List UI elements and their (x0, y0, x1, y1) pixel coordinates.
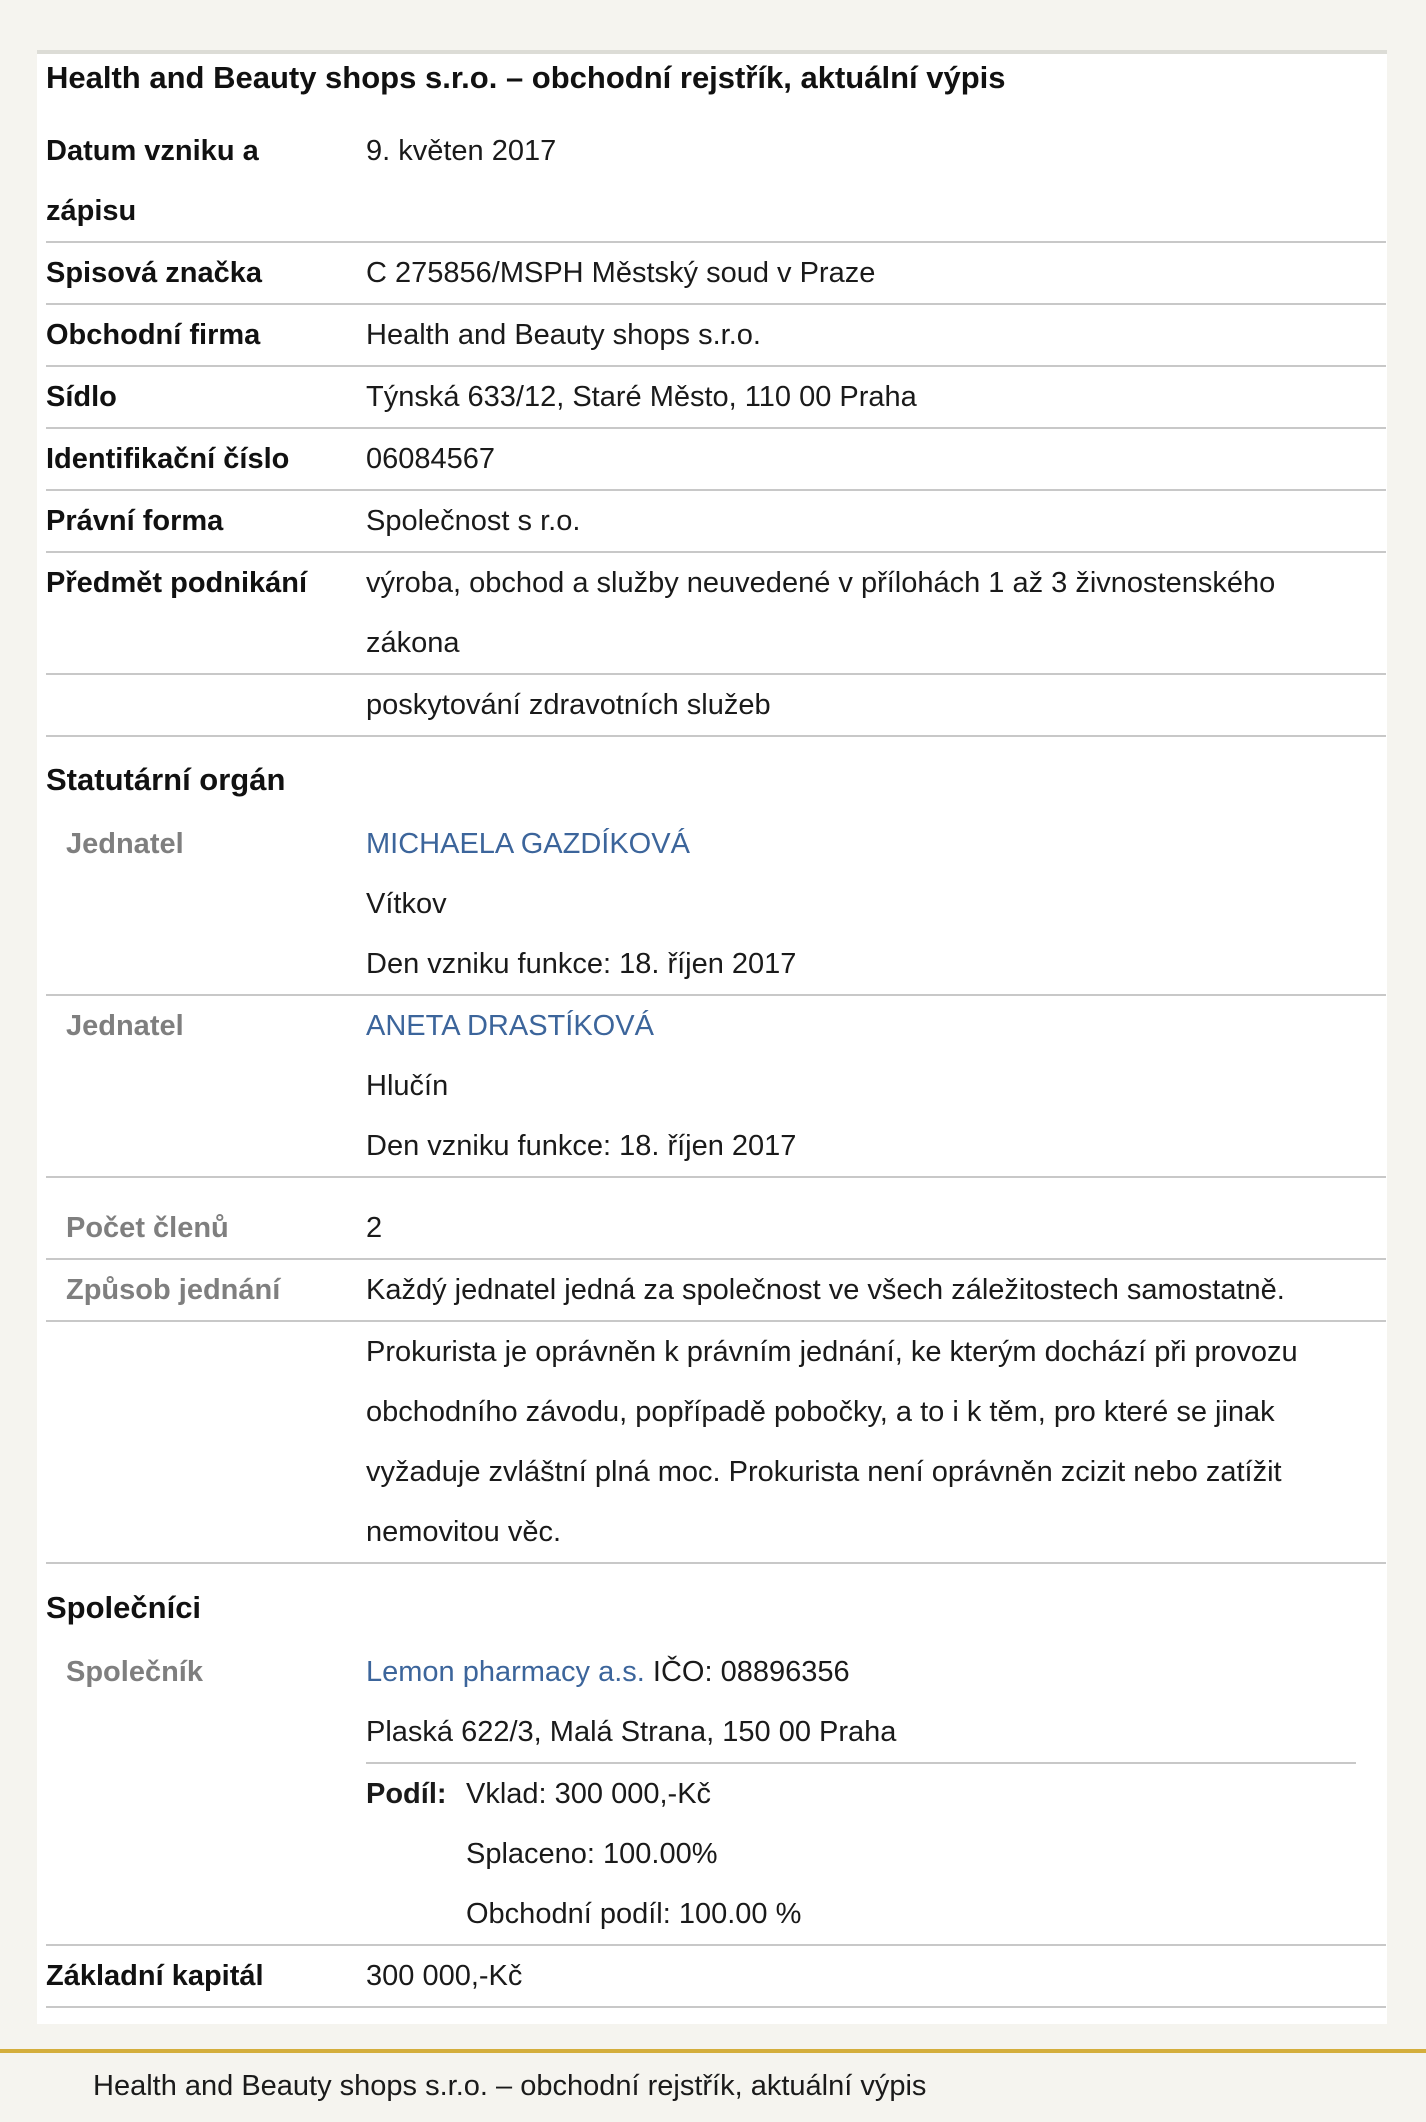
spolecnik-name-line (366, 1642, 850, 1702)
value-vklad: Vklad: 300 000,-Kč (466, 1778, 712, 1810)
label-zpusob-jednani: Způsob jednání (66, 1274, 281, 1306)
jednatel-since: Den vzniku funkce: 18. říjen 2017 (366, 1130, 797, 1162)
section-heading-statutarni-organ: Statutární orgán (46, 762, 286, 797)
label-sidlo: Sídlo (46, 381, 117, 413)
page-title: Health and Beauty shops s.r.o. – obchodní rejstřík, aktuální výpis (46, 60, 1006, 95)
label-datum-vzniku-line2: zápisu (46, 195, 137, 227)
prokura-text-line4: nemovitou věc. (366, 1516, 562, 1548)
value-datum-vzniku: 9. květen 2017 (366, 135, 557, 167)
jednatel-place: Vítkov (366, 888, 447, 920)
label-podil: Podíl: (366, 1778, 447, 1810)
link-jednatel-name[interactable]: MICHAELA GAZDÍKOVÁ (366, 828, 690, 860)
divider (46, 2006, 1386, 2008)
divider (46, 1176, 1386, 1178)
value-zakladni-kapital: 300 000,-Kč (366, 1960, 523, 1992)
value-pravni-forma: Společnost s r.o. (366, 505, 581, 537)
footer-divider (0, 2049, 1426, 2053)
label-predmet-podnikani: Předmět podnikání (46, 567, 308, 599)
value-splaceno: Splaceno: 100.00% (466, 1838, 718, 1870)
jednatel-since: Den vzniku funkce: 18. říjen 2017 (366, 948, 797, 980)
value-obchodni-podil: Obchodní podíl: 100.00 % (466, 1898, 802, 1930)
footer-title: Health and Beauty shops s.r.o. – obchodní rejstřík, aktuální výpis (93, 2070, 927, 2102)
value-obchodni-firma: Health and Beauty shops s.r.o. (366, 319, 761, 351)
label-spisova-znacka: Spisová značka (46, 257, 262, 289)
value-predmet-line3: poskytování zdravotních služeb (366, 689, 771, 721)
label-pravni-forma: Právní forma (46, 505, 224, 537)
label-jednatel: Jednatel (66, 828, 184, 860)
value-predmet-line1: výroba, obchod a služby neuvedené v přílohách 1 až 3 živnostenského (366, 567, 1276, 599)
label-identifikacni-cislo: Identifikační číslo (46, 443, 290, 475)
spolecnik-address: Plaská 622/3, Malá Strana, 150 00 Praha (366, 1716, 897, 1748)
divider (46, 994, 1386, 996)
label-pocet-clenu: Počet členů (66, 1212, 229, 1244)
value-zpusob-jednani: Každý jednatel jedná za společnost ve všech záležitostech samostatně. (366, 1274, 1285, 1306)
divider (46, 735, 1386, 737)
value-identifikacni-cislo: 06084567 (366, 443, 496, 475)
prokura-text-line3: vyžaduje zvláštní plná moc. Prokurista není oprávněn zcizit nebo zatížit (366, 1456, 1282, 1488)
jednatel-place: Hlučín (366, 1070, 449, 1102)
label-datum-vzniku-line1: Datum vzniku a (46, 135, 259, 167)
label-spolecnik: Společník (66, 1656, 203, 1688)
value-predmet-line2: zákona (366, 627, 460, 659)
label-zakladni-kapital: Základní kapitál (46, 1960, 264, 1992)
divider (46, 1562, 1386, 1564)
prokura-text-line1: Prokurista je oprávněn k právním jednání, ke kterým dochází při provozu (366, 1336, 1298, 1368)
value-pocet-clenu: 2 (366, 1212, 383, 1244)
value-sidlo: Týnská 633/12, Staré Město, 110 00 Praha (366, 381, 917, 413)
value-spisova-znacka: C 275856/MSPH Městský soud v Praze (366, 257, 876, 289)
prokura-text-line2: obchodního závodu, popřípadě pobočky, a to i k těm, pro které se jinak (366, 1396, 1275, 1428)
section-heading-spolecnici: Společníci (46, 1590, 202, 1625)
link-spolecnik-name[interactable]: Lemon pharmacy a.s. (366, 1656, 645, 1688)
label-jednatel: Jednatel (66, 1010, 184, 1042)
link-jednatel-name[interactable]: ANETA DRASTÍKOVÁ (366, 1010, 654, 1042)
label-obchodni-firma: Obchodní firma (46, 319, 261, 351)
divider (46, 489, 1386, 491)
spolecnik-ico: IČO: 08896356 (652, 1656, 850, 1688)
